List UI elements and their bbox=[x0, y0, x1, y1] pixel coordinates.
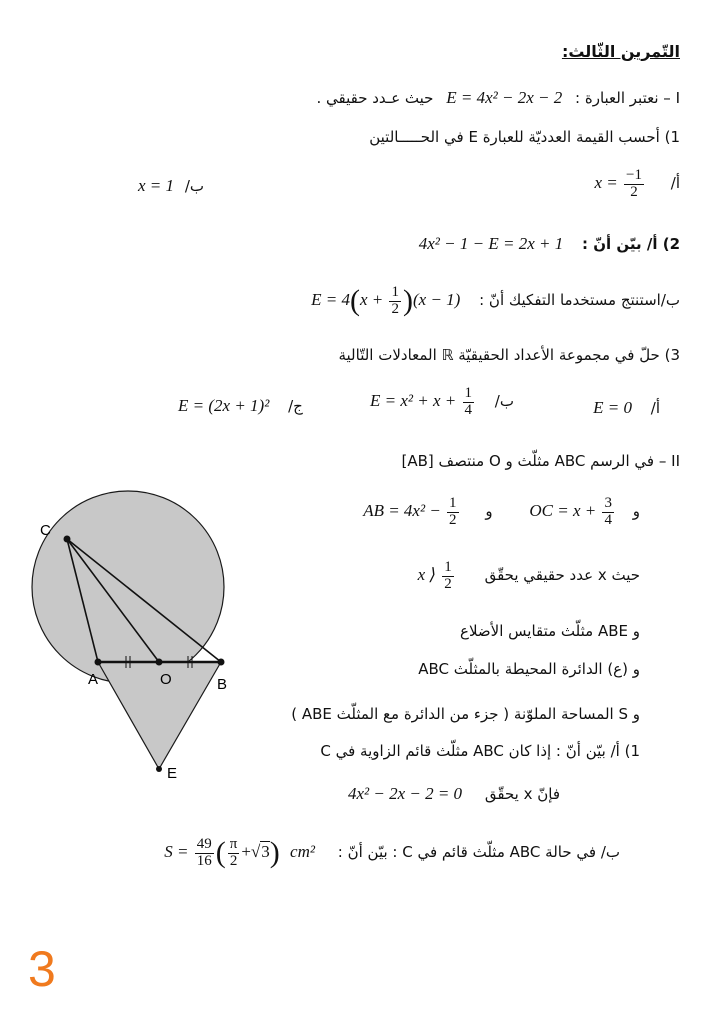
part2-question-1a: 1) أ/ بيّن أنّ : إذا كان ABC مثلّث قائم الزاوية في C bbox=[320, 742, 640, 760]
fraction-numerator: 49 bbox=[196, 835, 212, 852]
point-o bbox=[156, 659, 163, 666]
open-paren: ( bbox=[215, 836, 226, 869]
condition-lhs: x ⟩ bbox=[417, 565, 437, 585]
circle-statement: و (ع) الدائرة المحيطة بالمثلّث ABC bbox=[418, 660, 640, 678]
question-1b-expr: x = 1 bbox=[138, 176, 175, 195]
question-2b-lhs: E = 4 bbox=[311, 289, 350, 309]
question-3a-expr: E = 0 bbox=[593, 398, 632, 417]
area-formula bbox=[164, 836, 315, 870]
part2-condition bbox=[418, 560, 640, 593]
question-3b-lhs: E = x² + x + bbox=[370, 391, 457, 411]
question-3c bbox=[178, 396, 303, 416]
ab-expr bbox=[363, 496, 460, 529]
question-1b bbox=[138, 176, 204, 196]
fraction-numerator: 3 bbox=[604, 495, 612, 511]
condition-expr bbox=[418, 560, 456, 593]
question-3: 3) حلّ في مجموعة الأعداد الحقيقيّة ℝ المعادلات التّالية bbox=[338, 346, 680, 364]
part1-intro-tail: حيث عـدد حقيقي . bbox=[316, 89, 434, 107]
fraction bbox=[442, 560, 454, 593]
oc-lhs: OC = x + bbox=[529, 501, 597, 521]
question-3c-label: ج/ bbox=[288, 397, 303, 415]
question-3a bbox=[593, 398, 660, 418]
ab-lhs: AB = 4x² − bbox=[363, 501, 441, 521]
question-3b-expr bbox=[370, 386, 476, 419]
result-text: فإنّ x يحقّق bbox=[484, 785, 560, 803]
close-paren: ) bbox=[269, 836, 280, 869]
fraction-denominator: 2 bbox=[449, 511, 457, 528]
fraction-numerator: 1 bbox=[391, 283, 399, 300]
close-paren: ) bbox=[402, 284, 413, 317]
fraction-denominator: 16 bbox=[196, 852, 212, 869]
area-lhs: S = bbox=[164, 841, 189, 861]
question-2b bbox=[311, 284, 680, 318]
expression-e: E = 4x² − 2x − 2 bbox=[446, 88, 563, 107]
part2-intro: II – في الرسم ABC مثلّث و O منتصف [AB] bbox=[401, 452, 680, 470]
fraction bbox=[228, 837, 240, 870]
question-1a-label: أ/ bbox=[670, 174, 680, 193]
question-1a-expr bbox=[594, 168, 646, 201]
open-paren: ( bbox=[349, 284, 360, 317]
fraction bbox=[447, 496, 459, 529]
question-1b-label: ب/ bbox=[184, 177, 204, 195]
and-word: و bbox=[632, 502, 640, 521]
label-o: O bbox=[160, 671, 172, 688]
question-3b-label: ب/ bbox=[494, 392, 514, 411]
question-3a-label: أ/ bbox=[650, 399, 660, 417]
part1-intro bbox=[316, 88, 680, 108]
question-2b-text: ب/استنتج مستخدما التفكيك أنّ : bbox=[479, 290, 680, 309]
area-statement: و S المساحة الملوّنة ( جزء من الدائرة مع المثلّث ABE ) bbox=[291, 705, 640, 723]
fraction-numerator: 1 bbox=[464, 385, 472, 401]
fraction bbox=[195, 837, 214, 870]
question-1a-lhs: x = bbox=[594, 173, 618, 193]
fraction-numerator: 1 bbox=[444, 559, 452, 575]
fraction bbox=[389, 285, 401, 318]
abe-statement: و ABE مثلّث متقايس الأضلاع bbox=[460, 622, 640, 640]
part2-question-1b bbox=[164, 836, 620, 870]
label-e: E bbox=[167, 765, 178, 782]
question-2b-tail: (x − 1) bbox=[412, 289, 461, 309]
result-expr: 4x² − 2x − 2 = 0 bbox=[347, 784, 463, 803]
fraction-denominator: 2 bbox=[229, 852, 238, 869]
fraction-denominator: 2 bbox=[391, 300, 399, 317]
point-a bbox=[95, 659, 102, 666]
label-b: B bbox=[217, 676, 228, 693]
fraction-denominator: 4 bbox=[464, 401, 472, 418]
question-2a bbox=[419, 234, 680, 254]
part2-question-1a-result bbox=[348, 784, 560, 804]
fraction bbox=[463, 386, 475, 419]
oc-expr bbox=[529, 496, 616, 529]
fraction bbox=[602, 496, 614, 529]
geometry-figure bbox=[30, 475, 270, 785]
fraction-denominator: 4 bbox=[604, 511, 612, 528]
question-2a-text: 2) أ/ بيّن أنّ : bbox=[582, 235, 680, 253]
fraction-denominator: 2 bbox=[444, 575, 452, 592]
sqrt-radicand: 3 bbox=[261, 841, 270, 861]
question-2a-expr: 4x² − 1 − E = 2x + 1 bbox=[418, 234, 564, 253]
page-title: التّمرين الثّالث: bbox=[561, 42, 680, 61]
label-c: C bbox=[40, 522, 51, 539]
point-e bbox=[156, 766, 162, 772]
area-unit: cm² bbox=[290, 841, 315, 861]
question-2b-expr bbox=[311, 284, 460, 318]
plus-sign: + bbox=[241, 841, 251, 861]
label-a: A bbox=[88, 671, 99, 688]
question-2b-x: x + bbox=[359, 289, 384, 309]
fraction-numerator: π bbox=[229, 835, 238, 852]
and-word: و bbox=[485, 502, 493, 521]
page-number: 3 bbox=[28, 941, 56, 997]
part2-lengths bbox=[363, 496, 640, 529]
question-3b bbox=[370, 386, 514, 419]
fraction-numerator: 1 bbox=[449, 495, 457, 511]
fraction-numerator: −1 bbox=[626, 167, 642, 183]
question-text: ب/ في حالة ABC مثلّث قائم في C : بيّن أنّ : bbox=[337, 842, 620, 861]
condition-text: حيث x عدد حقيقي يحقّق bbox=[484, 566, 640, 585]
question-3c-expr: E = (2x + 1)² bbox=[178, 396, 270, 415]
fraction bbox=[624, 168, 644, 201]
question-1a bbox=[594, 168, 680, 201]
fraction-denominator: 2 bbox=[630, 183, 638, 200]
sqrt-symbol: √ bbox=[250, 841, 261, 861]
question-1: 1) أحسب القيمة العدديّة للعبارة E في الحـــــالتين bbox=[369, 128, 680, 146]
part1-intro-text: I – نعتبر العبارة : bbox=[575, 89, 680, 107]
point-c bbox=[64, 536, 71, 543]
point-b bbox=[218, 659, 225, 666]
